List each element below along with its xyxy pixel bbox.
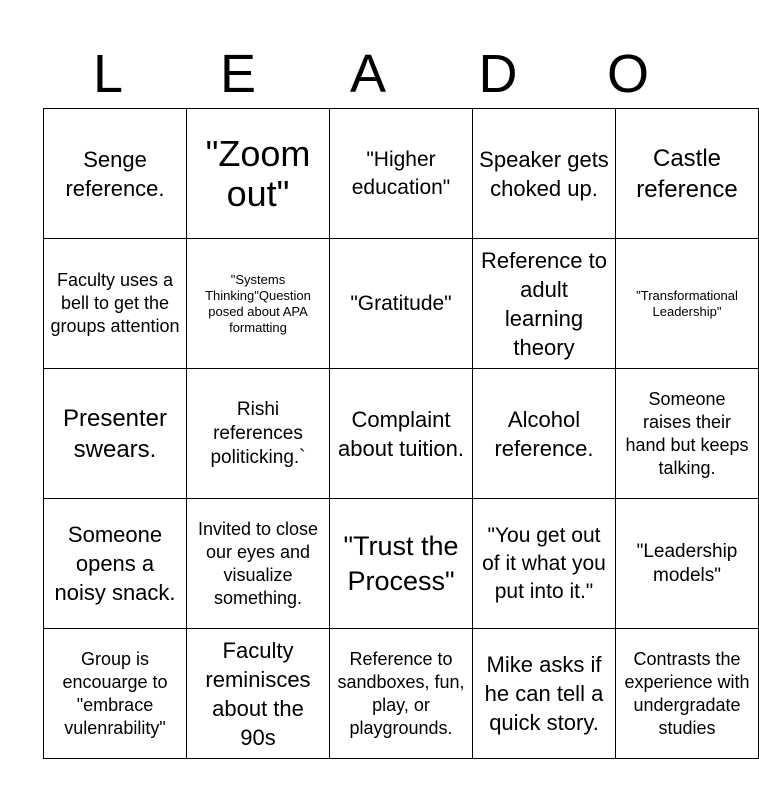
cell-text: Invited to close our eyes and visualize something. [197,518,319,608]
cell-text: Castle reference [636,144,738,203]
cell-text: Reference to adult learning theory [481,247,607,360]
grid-row [44,369,759,499]
cell-text: "Transformational Leadership" [636,287,738,319]
cell-text: Alcohol reference. [494,406,594,461]
grid-row [44,109,759,239]
bingo-header [43,40,693,108]
bingo-cell[interactable] [473,499,616,629]
bingo-cell[interactable] [473,369,616,499]
cell-text: Complaint about tuition. [338,406,464,461]
bingo-cell[interactable] [330,239,473,369]
bingo-cell[interactable] [44,239,187,369]
cell-text: Contrasts the experience with undergradate studies [624,648,750,738]
cell-text: "You get out of it what you put into it." [482,523,606,603]
grid-row [44,239,759,369]
grid-row [44,629,759,759]
grid-row [44,499,759,629]
cell-text: Senge reference. [65,146,165,201]
bingo-cell[interactable] [473,109,616,239]
cell-text: Reference to sandboxes, fun, play, or playgrounds. [337,648,465,738]
cell-text: Speaker gets choked up. [479,146,609,201]
bingo-cell[interactable] [187,239,330,369]
bingo-cell[interactable] [616,499,759,629]
bingo-cell[interactable] [616,369,759,499]
bingo-cell[interactable] [473,239,616,369]
bingo-cell[interactable] [187,499,330,629]
cell-text: Someone opens a noisy snack. [54,522,176,605]
bingo-cell[interactable] [616,239,759,369]
cell-text: Faculty uses a bell to get the groups attention [50,270,180,336]
cell-text: "Zoom out" [205,132,311,214]
header-letter-l: L [92,44,124,104]
bingo-grid [43,108,759,759]
bingo-cell[interactable] [44,369,187,499]
header-letter-d: D [478,44,518,104]
cell-text: "Gratitude" [350,291,452,315]
bingo-cell[interactable] [44,629,187,759]
cell-text: Faculty reminisces about the 90s [205,637,311,750]
bingo-cell[interactable] [330,109,473,239]
header-letter-o: O [606,44,649,104]
cell-text: Someone raises their hand but keeps talking. [625,388,749,478]
cell-text: Presenter swears. [62,404,168,463]
cell-text: "Leadership models" [636,540,738,586]
bingo-cell[interactable] [44,109,187,239]
header-letter-e: E [219,44,257,104]
bingo-cell[interactable] [187,629,330,759]
bingo-cell[interactable] [330,369,473,499]
bingo-cell[interactable] [473,629,616,759]
cell-text: "Trust the Process" [343,530,459,596]
bingo-cell[interactable] [187,369,330,499]
cell-text: "Higher education" [351,147,451,199]
cell-text: Rishi references politicking.` [210,398,306,468]
bingo-cell[interactable] [330,629,473,759]
cell-text: "Systems Thinking"Question posed about APA formatting [205,271,311,335]
bingo-cell[interactable] [187,109,330,239]
cell-text: Group is encouarge to "embrace vulenrability" [62,648,168,738]
bingo-cell[interactable] [616,109,759,239]
cell-text: Mike asks if he can tell a quick story. [484,652,604,735]
header-letter-a: A [349,44,387,104]
bingo-cell[interactable] [616,629,759,759]
bingo-cell[interactable] [330,499,473,629]
bingo-cell[interactable] [44,499,187,629]
